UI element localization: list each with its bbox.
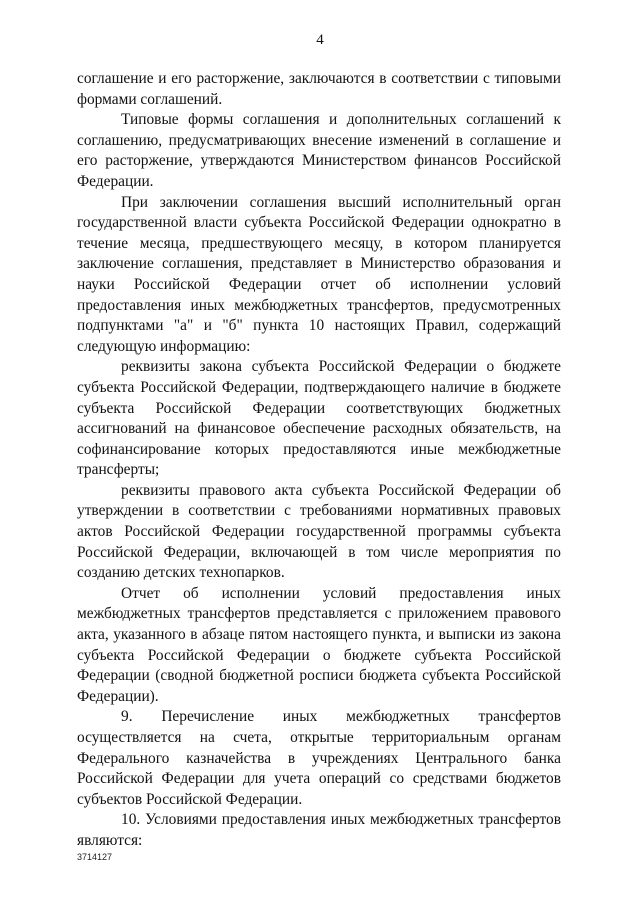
page-number: 4 (316, 32, 324, 48)
paragraph-legal-act-requisites: реквизиты правового акта субъекта Российской Федерации об утверждении в соответствии с требованиями нормативных правовых актов Российской Федерации государственной программы субъекта Российской Федерации, включающей в том числе мероприятия по созданию детских технопарков. (77, 481, 561, 582)
paragraph-continuation: соглашение и его расторжение, заключаются в соответствии с типовыми формами соглашений. (77, 70, 561, 108)
paragraph-report-attachments: Отчет об исполнении условий предоставления иных межбюджетных трансфертов представляется с приложением правового акта, указанного в абзаце пятом настоящего пункта, и выписки из закона субъекта Российской Федерации о бюджете субъекта Российской Федерации (сводной бюджетной росписи бюджета субъекта Российской Федерации). (77, 584, 561, 705)
paragraph-item-10: 10. Условиями предоставления иных межбюджетных трансфертов являются: (77, 811, 561, 849)
paragraph-item-9: 9. Перечисление иных межбюджетных трансфертов осуществляется на счета, открытые территориальным органам Федерального казначейства в учреждениях Центрального банка Российской Федерации для учета операций со средствами бюджетов субъектов Российской Федерации. (77, 708, 561, 808)
document-code: 3714127 (77, 852, 113, 862)
document-body (77, 69, 561, 852)
paragraph-standard-forms: Типовые формы соглашения и дополнительных соглашений к соглашению, предусматривающих внесение изменений в соглашение и его расторжение, утверждаются Министерством финансов Российской Федерации. (77, 111, 561, 190)
paragraph-law-requisites: реквизиты закона субъекта Российской Федерации о бюджете субъекта Российской Федерации, подтверждающего наличие в бюджете субъекта Российской Федерации соответствующих бюджетных ассигнований на финансовое обеспечение расходных обязательств, на софинансирование которых предоставляются иные межбюджетные трансферты; (77, 358, 561, 479)
paragraph-report-submission: При заключении соглашения высший исполнительный орган государственной власти субъекта Российской Федерации однократно в течение месяца, предшествующего месяцу, в котором планируется заключение соглашения, представляет в Министерство образования и науки Российской Федерации отчет об исполнении условий предоставления иных межбюджетных трансфертов, предусмотренных подпунктами "а" и "б" пункта 10 настоящих Правил, содержащий следующую информацию: (77, 193, 561, 355)
